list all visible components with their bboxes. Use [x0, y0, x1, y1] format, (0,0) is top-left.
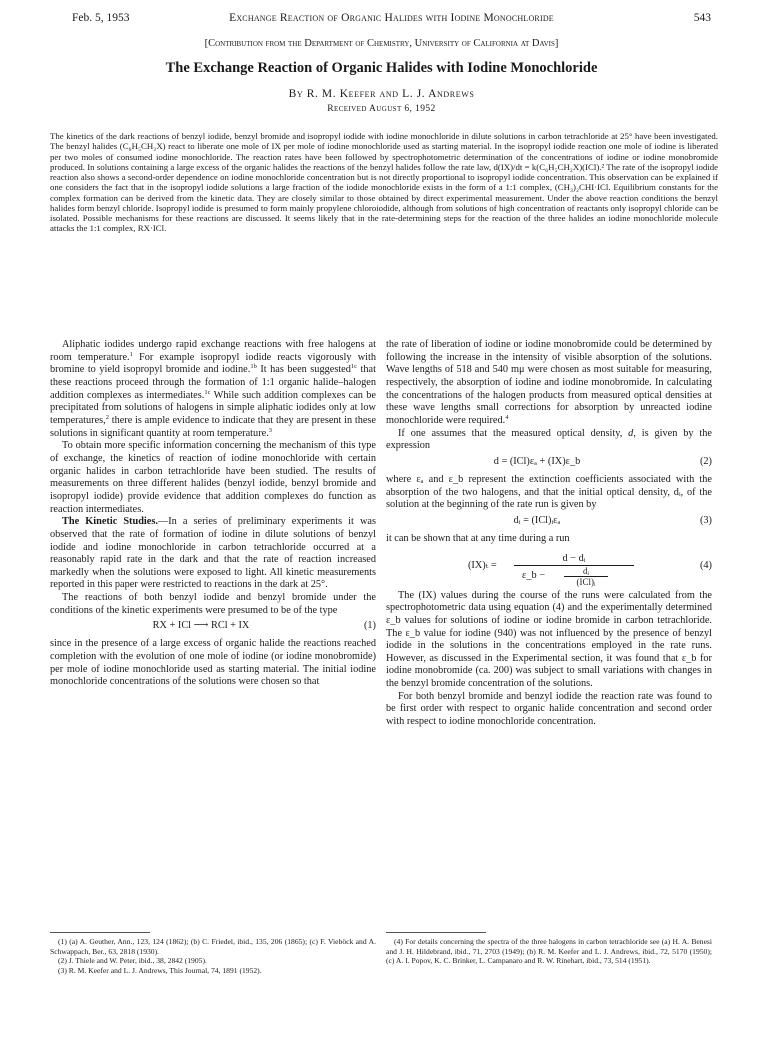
footnote-rule [386, 932, 486, 933]
contribution-line: [Contribution from the Department of Chemistry, University of California at Davis] [204, 38, 559, 49]
header-running-title: Exchange Reaction of Organic Halides with Iodine Monochloride [229, 12, 554, 24]
paragraph: If one assumes that the measured optical density, d, is given by the expression [386, 427, 712, 452]
paragraph: since in the presence of a large excess of organic halide the reactions reached completion with the evolution of one mole of iodine (or iodine monobromide) per mole of iodine monochloride used as starting material. The initial iodine monochloride concentrations of the solutions were chosen so that [50, 638, 376, 688]
equation-1: RX + ICl ⟶ RCl + IX (1) [152, 620, 376, 632]
running-header [72, 12, 711, 28]
left-column [50, 339, 376, 689]
right-column [386, 339, 712, 729]
paragraph: The reactions of both benzyl iodide and benzyl bromide under the conditions of the kinetic experiments were presumed to be of the type [50, 592, 376, 616]
fraction: d − dᵢ ε_b − dᵢ (ICl)ᵢ [514, 553, 634, 589]
footnote-ref: 1c [350, 363, 358, 371]
paragraph: it can be shown that at any time during a run [386, 532, 570, 544]
footnote-ref: 3 [268, 426, 273, 434]
article-title: The Exchange Reaction of Organic Halides with Iodine Monochloride [165, 60, 598, 76]
equation-number: (2) [699, 455, 712, 467]
equation-2: d = (ICl)εₐ + (IX)ε_b (2) [493, 455, 712, 467]
footnote-ref: 1b [250, 363, 257, 371]
footnote-ref: 2 [105, 413, 109, 421]
author-line: By R. M. Keefer and L. J. Andrews [288, 88, 475, 100]
footnote: (3) R. M. Keefer and L. J. Andrews, This Journal, 74, 1891 (1952). [58, 965, 262, 975]
received-date: Received August 6, 1952 [327, 104, 436, 114]
paragraph: the rate of liberation of iodine or iodine monobromide could be determined by following the increase in the intensity of visible absorption of the solutions. Wave lengths of 518 and 540 mμ were chosen as most suitable for measuring, respectively, the absorption of iodine and iodine monobromide. In calculating the concentrations of the halogen products from measured optical densities at these wave lengths small corrections for absorption by unreacted iodine monochloride were required.$^4$ [386, 339, 712, 426]
footnote-rule [50, 932, 150, 933]
footnote: (1) (a) A. Geuther, Ann., 123, 124 (1862); (b) C. Friedel, ibid., 135, 206 (1865); (c) F. Vieböck and A. Schwappach, Ber., 63, 2818 (1930). [50, 937, 376, 956]
paragraph: where εₐ and ε_b represent the extinction coefficients associated with the absorption of the two halogens, and that the initial optical density, dᵢ, of the solution at the beginning of the rate run is given by [386, 473, 712, 511]
header-page-number: 543 [693, 12, 711, 24]
paragraph: The (IX) values during the course of the runs were calculated from the spectrophotometric data using equation (4) and the experimentally determined ε_b values for solutions of iodine or iodine bromide in carbon tetrachloride. The ε_b value for iodine (940) was not influenced by the presence of benzyl iodide in the solutions in the concentrations employed in the rate runs. However, as discussed in the Experimental section, it was found that ε_b for iodine monobromide (ca. 200) was subject to small variations with changes in the benzyl bromide concentration of the solutions. [386, 589, 712, 690]
paragraph: The Kinetic Studies.—In a series of preliminary experiments it was observed that the rate of formation of iodine in dilute solutions of benzyl iodide and iodine monochloride in carbon tetrachloride occurred at a reasonably rapid rate in the dark and that the rate of reaction increased markedly when the solutions were exposed to light. All kinetic measurements reported in this paper were restricted to reactions in the dark at 25°. [50, 516, 376, 591]
footnotes-right [386, 937, 712, 966]
header-date: Feb. 5, 1953 [72, 12, 130, 24]
equation-number: (3) [699, 514, 712, 526]
paragraph: Aliphatic iodides undergo rapid exchange reactions with free halogens at room temperature.$^1$ For example isopropyl iodide reacts vigorously with bromine to yield isopropyl bromide and iodine.$^{1b}$ It has been suggested$^{1c}$ that these reactions proceed through the formation of 1:1 organic halide–halogen addition complexes as intermediates.$^{1c}$ While such addition complexes can be precipitated from solutions of halogens in simple aliphatic iodides only at low temperatures,$^2$ there is ample evidence to indicate that they are present in these solutions in significant quantity at room temperature.$^3$ [50, 339, 376, 439]
footnote-ref: 4 [505, 413, 509, 421]
footnote-ref: 1c [204, 388, 211, 396]
section-heading: The Kinetic Studies. [62, 516, 158, 528]
paragraph: For both benzyl bromide and benzyl iodide the reaction rate was found to be first order with respect to organic halide concentration and second order with respect to iodine monochloride concentration. [386, 690, 712, 728]
footnote: (2) J. Thiele and W. Peter, ibid., 38, 2842 (1905). [58, 956, 207, 966]
abstract: The kinetics of the dark reactions of benzyl iodide, benzyl bromide and isopropyl iodide with iodine monochloride in dilute solutions in carbon tetrachloride at 25° have been investigated. The benzyl halides (C₆H₅CH₂X) react to liberate one mole of IX per mole of iodine monochloride used as starting material. In the isopropyl iodide reaction one mole of iodine is liberated per two moles of consumed iodine monochloride. The reaction rates have been followed by spectrophotometric determination of the concentrations of iodine or iodine monobromide produced. In solutions containing a large excess of the organic halides the reactions of the benzyl halides follow the rate law, d(IX)/dt = k(C₆H₅CH₂X)(ICl).² The rate of the isopropyl iodide reaction also shows a second-order dependence on iodine monochloride concentration but is not directly proportional to isopropyl iodide concentration. This observation can be explained if one considers the fact that in the isopropyl iodide solutions a large fraction of the iodide monochloride exists in the form of a 1:1 complex, (CH₃)₂CHI·ICl. Equilibrium constants for the complex formation can be derived from the kinetic data. They are closely similar to those obtained by direct experimental measurement. Under the above reaction conditions the benzyl halides form benzyl chloride. Isopropyl iodide is presumed to form mainly propylene chloroiodide, although from solutions of high concentration of reactants only isopropyl chloride can be isolated. Possible mechanisms for these reactions are discussed. It seems likely that in the rate-determining steps for the reaction of the three halides an iodine monochloride molecule attacks the 1:1 complex, RX·ICl. [50, 131, 718, 234]
equation-3: dᵢ = (ICl)ᵢεₐ (3) [513, 514, 712, 526]
equation-number: (1) [363, 620, 376, 632]
equation-4: (IX)ₜ = d − dᵢ ε_b − dᵢ (ICl)ᵢ (4) [468, 552, 712, 588]
footnote: (4) For details concerning the spectra of the three halogens in carbon tetrachloride see (a) H. A. Benesi and J. H. Hildebrand, ibid., 71, 2703 (1949); (b) R. M. Keefer and L. J. Andrews, ibid., 72, 5170 (1950); (c) A. I. Popov, K. C. Brinker, L. Campanaro and R. W. Rinehart, ibid., 73, 514 (1951). [386, 937, 712, 966]
footnote-ref: 1 [129, 350, 133, 358]
footnotes-left [50, 937, 376, 975]
paragraph: To obtain more specific information concerning the mechanism of this type of exchange, the kinetics of reaction of iodine monochloride with certain organic halides in carbon tetrachloride have been studied. The results of measurements on three different halides (benzyl iodide, benzyl bromide and isopropyl iodide) provide evidence that addition complexes do function as reaction intermediates. [50, 440, 376, 515]
equation-number: (4) [699, 559, 712, 571]
